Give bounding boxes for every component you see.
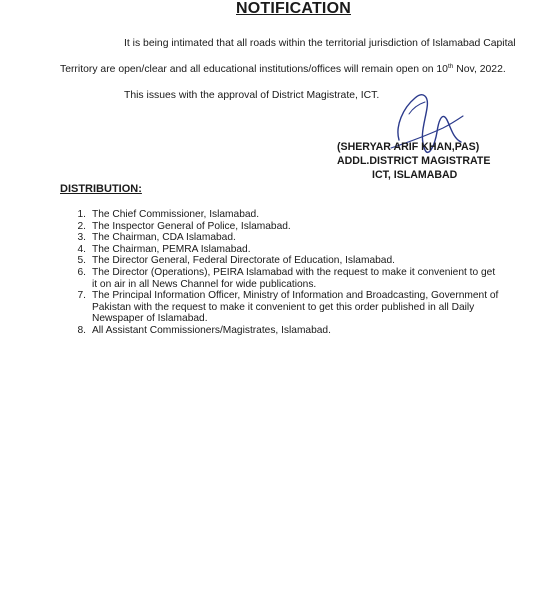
list-item-text: The Chief Commissioner, Islamabad. xyxy=(92,209,260,220)
list-item-text: The Chairman, CDA Islamabad. xyxy=(92,232,236,244)
list-item-text: The Inspector General of Police, Islamabad. xyxy=(92,220,291,232)
list-item xyxy=(60,221,500,233)
paragraph-1-line-1: It is being intimated that all roads within the territorial jurisdiction of Islamabad Capital xyxy=(124,38,516,49)
list-item xyxy=(60,232,500,244)
paragraph-1-line-2-end: Nov, 2022. xyxy=(453,64,506,75)
list-item-text: The Director (Operations), PEIRA Islamabad with the request to make it convenient to get it on air in all News Channel for wide publications. xyxy=(92,266,496,290)
signatory-place: ICT, ISLAMABAD xyxy=(372,169,458,181)
list-item-number: 6. xyxy=(77,266,86,278)
signatory-name: (SHERYAR ARIF KHAN,PAS) xyxy=(337,141,480,153)
list-item xyxy=(60,244,500,256)
list-item-number: 3. xyxy=(77,232,86,244)
notification-title: NOTIFICATION xyxy=(236,0,351,17)
paragraph-1-line-2-text: Territory are open/clear and all educational institutions/offices will remain open on 10 xyxy=(60,64,448,75)
list-item xyxy=(60,255,500,267)
date-superscript: th xyxy=(447,63,454,70)
signatory-designation: ADDL.DISTRICT MAGISTRATE xyxy=(337,155,491,167)
list-item-number: 2. xyxy=(77,220,86,232)
list-item-text: The Director General, Federal Directorate of Education, Islamabad. xyxy=(92,255,395,267)
distribution-list xyxy=(60,209,500,337)
list-item-text: The Principal Information Officer, Ministry of Information and Broadcasting, Government of Pakistan with the request to make it convenient to get this order published in all Daily Newspaper of Islamabad. xyxy=(92,290,499,325)
paragraph-2: This issues with the approval of District Magistrate, ICT. xyxy=(124,90,380,101)
list-item-number: 7. xyxy=(77,290,86,302)
distribution-heading: DISTRIBUTION: xyxy=(60,183,142,195)
list-item-number: 8. xyxy=(77,324,86,336)
list-item-text: The Chairman, PEMRA Islamabad. xyxy=(92,243,251,255)
list-item-number: 1. xyxy=(77,209,86,220)
list-item xyxy=(60,290,500,325)
list-item xyxy=(60,267,500,290)
paragraph-1-line-2 xyxy=(60,63,506,76)
list-item-text: All Assistant Commissioners/Magistrates, Islamabad. xyxy=(92,324,331,336)
list-item-number: 4. xyxy=(77,243,86,255)
list-item xyxy=(60,209,500,221)
list-item xyxy=(60,325,500,337)
list-item-number: 5. xyxy=(77,255,86,267)
